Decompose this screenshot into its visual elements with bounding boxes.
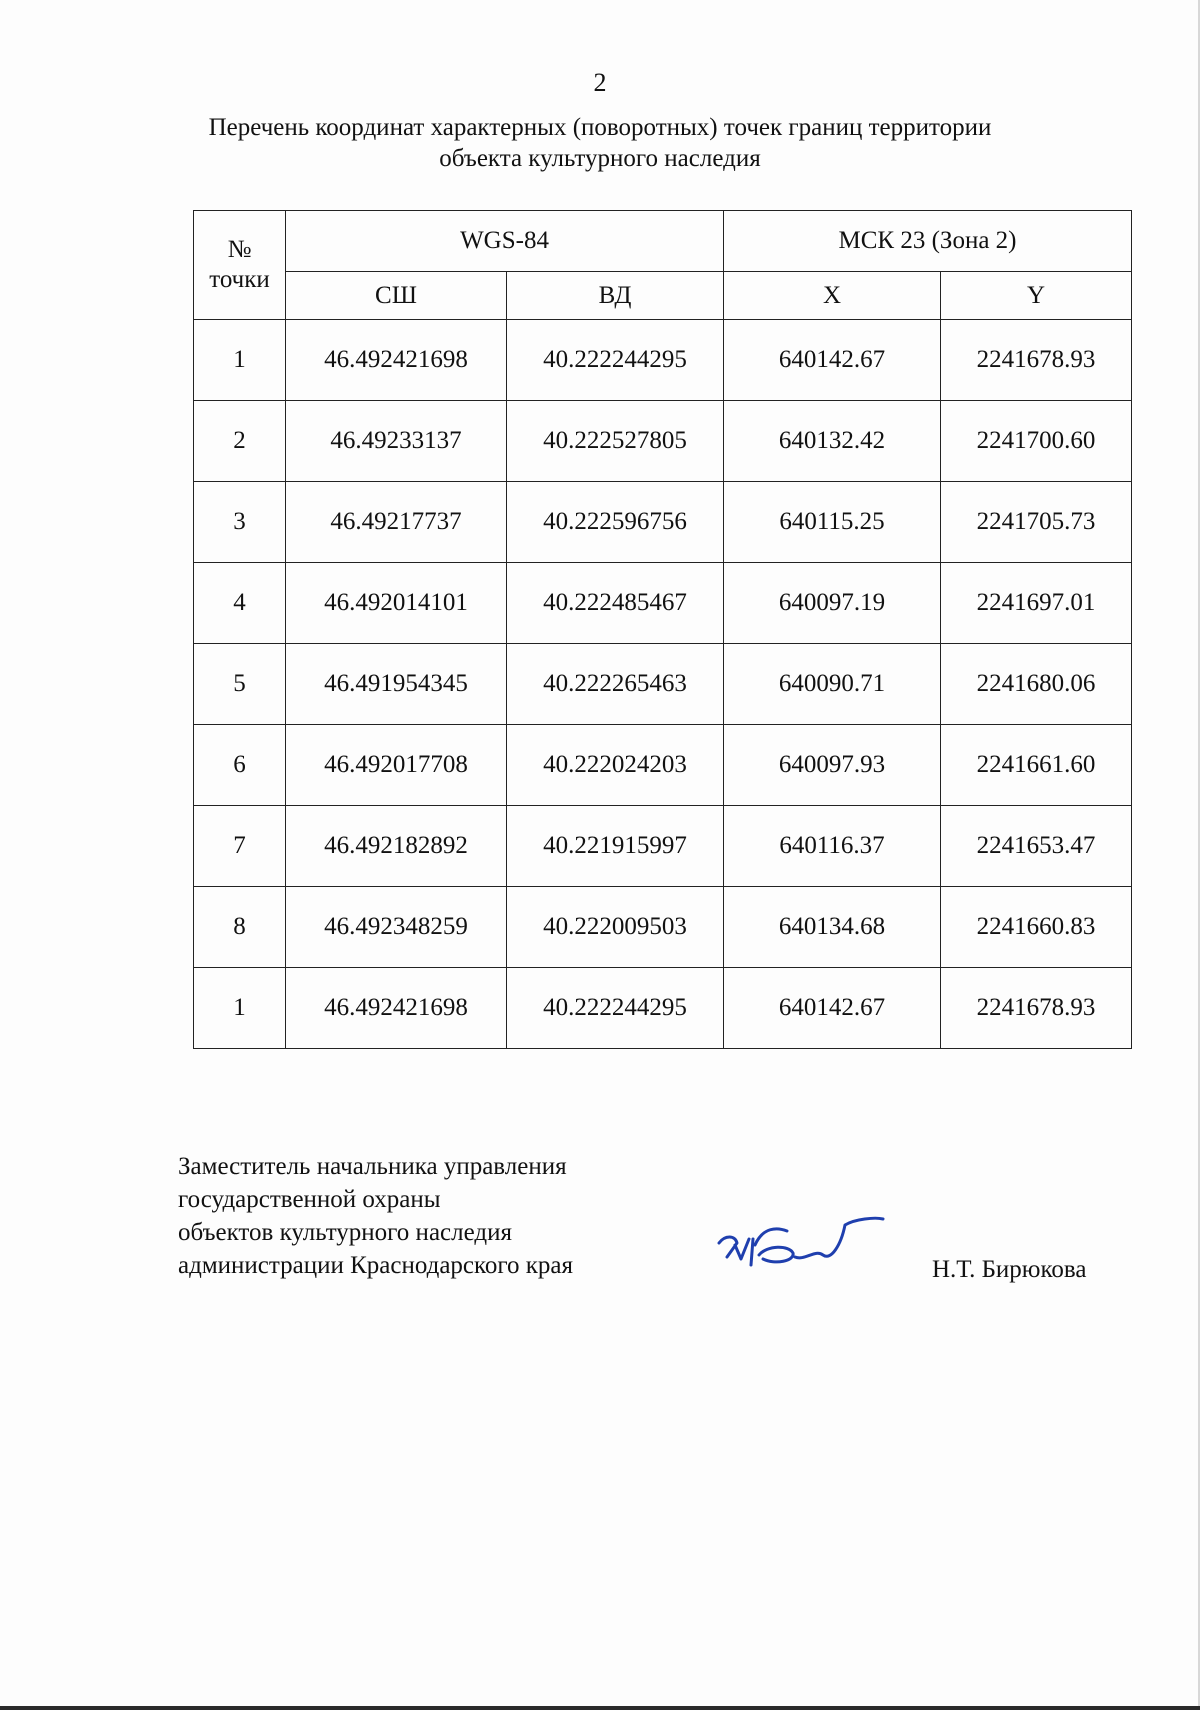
point-number-header (194, 211, 286, 320)
y-coordinate-cell: 2241660.83 (941, 887, 1132, 968)
title-line-2: объекта культурного наследия (439, 145, 761, 172)
longitude-cell: 40.222265463 (507, 644, 724, 725)
point-number-cell: 1 (194, 968, 286, 1049)
latitude-cell: 46.49217737 (286, 482, 507, 563)
table-row (194, 887, 1132, 968)
y-coordinate-cell: 2241678.93 (941, 320, 1132, 401)
position-line-4: администрации Краснодарского края (178, 1252, 574, 1279)
table-row (194, 563, 1132, 644)
point-number-cell: 1 (194, 320, 286, 401)
y-coordinate-cell: 2241678.93 (941, 968, 1132, 1049)
latitude-cell: 46.492017708 (286, 725, 507, 806)
latitude-cell: 46.491954345 (286, 644, 507, 725)
position-line-2: государственной охраны (178, 1186, 441, 1213)
latitude-cell: 46.492014101 (286, 563, 507, 644)
table-row (194, 644, 1132, 725)
longitude-cell: 40.222024203 (507, 725, 724, 806)
point-number-cell: 8 (194, 887, 286, 968)
longitude-header: ВД (507, 272, 724, 320)
x-coordinate-cell: 640142.67 (724, 968, 941, 1049)
point-number-cell: 2 (194, 401, 286, 482)
coordinates-table (193, 210, 1132, 1049)
x-coordinate-cell: 640115.25 (724, 482, 941, 563)
x-coordinate-cell: 640097.19 (724, 563, 941, 644)
signature-stroke-4 (795, 1218, 883, 1258)
x-coordinate-cell: 640097.93 (724, 725, 941, 806)
table-row (194, 320, 1132, 401)
table-row (194, 806, 1132, 887)
coordinates-table-body (194, 320, 1132, 1049)
longitude-cell: 40.222485467 (507, 563, 724, 644)
x-coordinate-cell: 640116.37 (724, 806, 941, 887)
x-coordinate-cell: 640090.71 (724, 644, 941, 725)
longitude-cell: 40.222009503 (507, 887, 724, 968)
msk23-group-header: МСК 23 (Зона 2) (724, 211, 1132, 272)
table-header-row-2 (194, 272, 1132, 320)
longitude-cell: 40.221915997 (507, 806, 724, 887)
latitude-cell: 46.492348259 (286, 887, 507, 968)
table-row (194, 482, 1132, 563)
latitude-header: СШ (286, 272, 507, 320)
x-coordinate-cell: 640134.68 (724, 887, 941, 968)
longitude-cell: 40.222244295 (507, 320, 724, 401)
wgs84-group-header: WGS-84 (286, 211, 724, 272)
signatory-position (178, 1150, 573, 1282)
x-header: X (724, 272, 941, 320)
longitude-cell: 40.222527805 (507, 401, 724, 482)
latitude-cell: 46.49233137 (286, 401, 507, 482)
y-coordinate-cell: 2241661.60 (941, 725, 1132, 806)
longitude-cell: 40.222596756 (507, 482, 724, 563)
x-coordinate-cell: 640132.42 (724, 401, 941, 482)
point-number-cell: 4 (194, 563, 286, 644)
position-line-1: Заместитель начальника управления (178, 1153, 567, 1180)
table-row (194, 401, 1132, 482)
scan-edge-bottom (0, 1706, 1200, 1710)
latitude-cell: 46.492182892 (286, 806, 507, 887)
x-coordinate-cell: 640142.67 (724, 320, 941, 401)
table-header-row-1 (194, 211, 1132, 272)
y-coordinate-cell: 2241700.60 (941, 401, 1132, 482)
y-header: Y (941, 272, 1132, 320)
latitude-cell: 46.492421698 (286, 968, 507, 1049)
table-row (194, 968, 1132, 1049)
y-coordinate-cell: 2241653.47 (941, 806, 1132, 887)
longitude-cell: 40.222244295 (507, 968, 724, 1049)
latitude-cell: 46.492421698 (286, 320, 507, 401)
point-number-header-label: точки (209, 266, 270, 293)
handwritten-signature (715, 1205, 895, 1285)
y-coordinate-cell: 2241705.73 (941, 482, 1132, 563)
signature-strokes (719, 1218, 883, 1265)
position-line-3: объектов культурного наследия (178, 1219, 512, 1246)
table-row (194, 725, 1132, 806)
title-line-1: Перечень координат характерных (поворотных) точек границ территории (208, 114, 992, 141)
point-number-header-symbol: № (227, 236, 252, 263)
signer-name: Н.Т. Бирюкова (932, 1256, 1087, 1283)
y-coordinate-cell: 2241697.01 (941, 563, 1132, 644)
signature-stroke-3 (759, 1247, 793, 1262)
document-title (150, 112, 1050, 174)
signature-stroke-1 (719, 1237, 749, 1259)
point-number-cell: 6 (194, 725, 286, 806)
y-coordinate-cell: 2241680.06 (941, 644, 1132, 725)
point-number-cell: 5 (194, 644, 286, 725)
point-number-cell: 3 (194, 482, 286, 563)
page-number: 2 (593, 68, 607, 97)
point-number-cell: 7 (194, 806, 286, 887)
